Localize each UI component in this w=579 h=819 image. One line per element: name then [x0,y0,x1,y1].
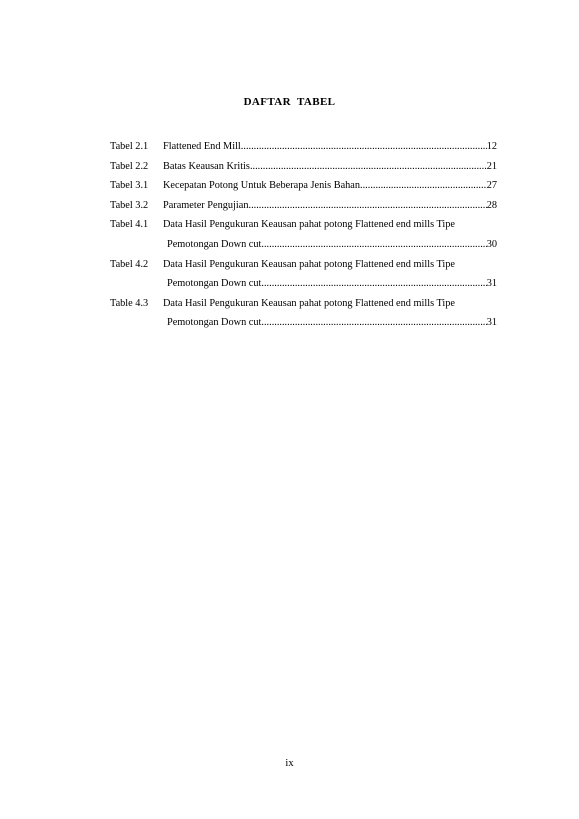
entry-label: Tabel 4.1 [110,219,149,231]
entry-title: Data Hasil Pengukuran Keausan pahat potong Flattened end mills Tipe [163,219,455,231]
entry-body [163,215,497,254]
table-of-tables [110,137,497,333]
entry-label: Tabel 2.2 [110,160,149,172]
entry-title: Parameter Pengujian [163,199,249,211]
toc-entry[interactable] [110,176,497,196]
entry-title-continued: Pemotongan Down cut [167,238,262,250]
entry-body [163,137,497,157]
toc-entry[interactable] [110,215,497,254]
entry-body [163,157,497,177]
entry-body [163,196,497,216]
entry-title: Batas Keausan Kritis [163,160,250,172]
page-title: DAFTAR TABEL [243,96,336,108]
entry-page-number: 31 [486,278,497,290]
entry-label: Tabel 2.1 [110,141,149,152]
dot-leader [360,176,487,196]
entry-title-continued: Pemotongan Down cut [167,317,262,329]
entry-page-number: 27 [486,180,497,192]
page-number: ix [285,758,294,769]
entry-label: Tabel 3.2 [110,199,149,211]
entry-title: Kecepatan Potong Untuk Beberapa Jenis Bahan [163,180,361,192]
entry-label: Table 4.3 [110,297,149,309]
entry-title: Data Hasil Pengukuran Keausan pahat potong Flattened end mills Tipe [163,258,455,270]
toc-entry[interactable] [110,294,497,333]
entry-line-continued [163,235,497,255]
dot-leader [250,157,487,177]
entry-line [163,255,497,275]
entry-line-continued [163,313,497,333]
toc-entry[interactable] [110,255,497,294]
entry-body [163,294,497,333]
dot-leader [249,196,487,216]
entry-page-number: 28 [486,199,497,211]
entry-label: Tabel 3.1 [110,180,149,192]
entry-line [163,294,497,314]
entry-page-number: 30 [486,238,497,250]
entry-title: Data Hasil Pengukuran Keausan pahat potong Flattened end mills Tipe [163,297,455,309]
entry-line-continued [163,274,497,294]
dot-leader [241,137,487,157]
entry-page-number: 31 [486,317,497,329]
toc-entry[interactable] [110,137,497,157]
dot-leader [261,274,486,294]
dot-leader [261,313,486,333]
entry-body [163,176,497,196]
entry-line [163,157,497,177]
entry-page-number: 21 [486,160,497,172]
entry-line [163,176,497,196]
toc-entry[interactable] [110,196,497,216]
entry-body [163,255,497,294]
dot-leader [261,235,486,255]
entry-line [163,215,497,235]
entry-page-number: 12 [486,141,497,152]
entry-title-continued: Pemotongan Down cut [167,278,262,290]
entry-title: Flattened End Mill [163,141,241,152]
entry-line [163,196,497,216]
entry-label: Tabel 4.2 [110,258,149,270]
toc-entry[interactable] [110,157,497,177]
entry-line [163,137,497,157]
